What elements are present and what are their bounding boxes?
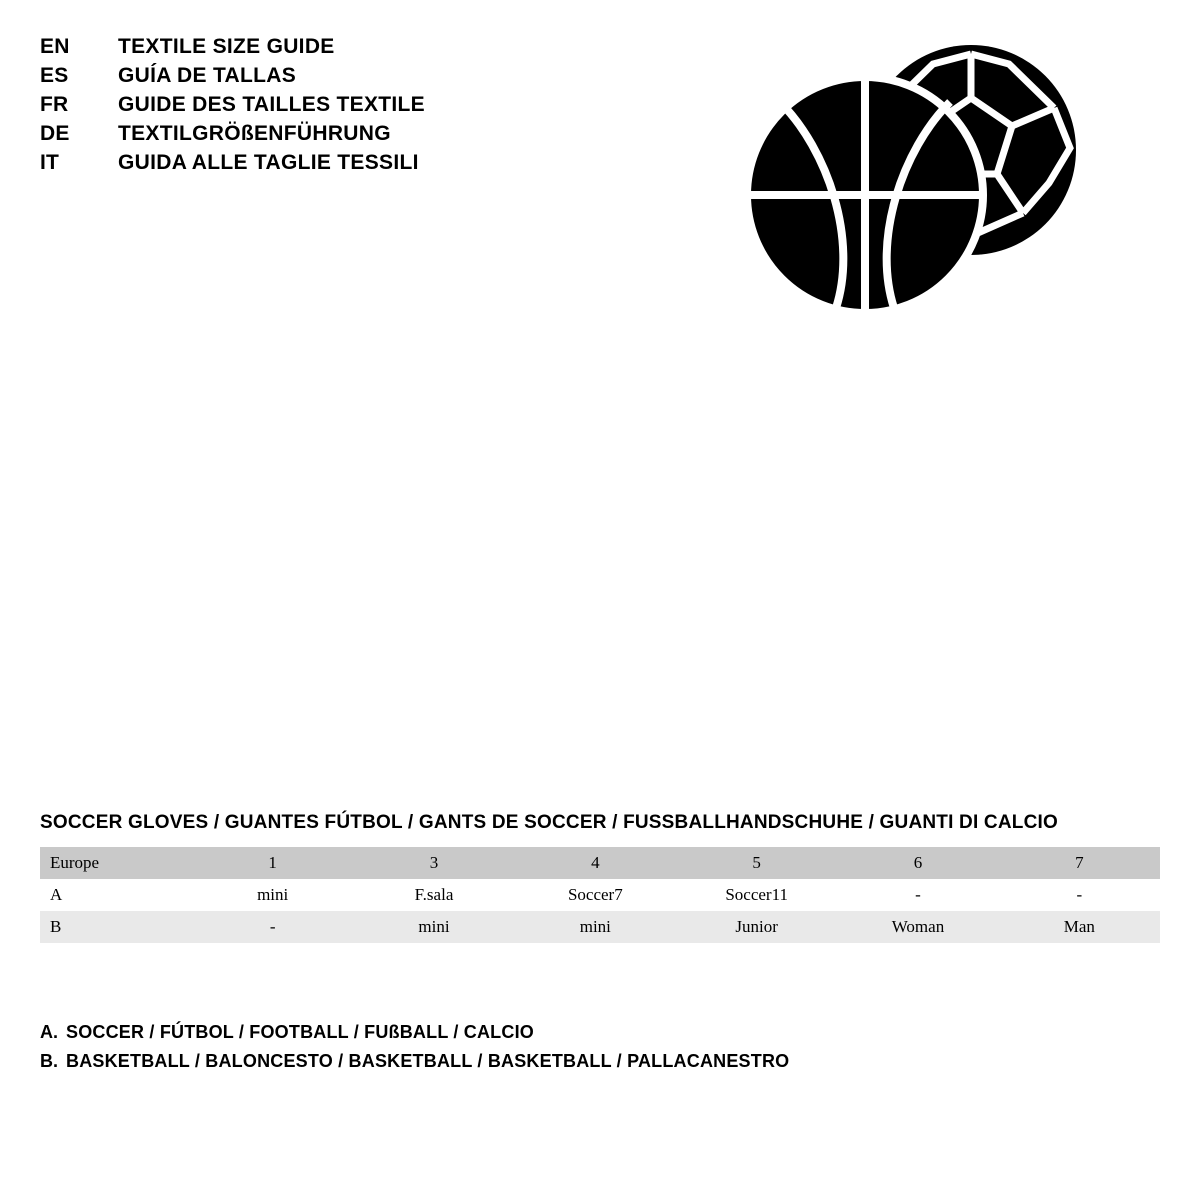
table-cell: mini xyxy=(257,885,289,904)
legend-row-b xyxy=(40,1047,1040,1076)
language-row-it xyxy=(40,148,560,177)
legend-text: BASKETBALL / BALONCESTO / BASKETBALL / BASKETBALL / PALLACANESTRO xyxy=(66,1051,790,1071)
table-header-cell-7: 7 xyxy=(1075,853,1084,872)
table-cell: - xyxy=(1076,885,1083,904)
table-cell: F.sala xyxy=(414,885,454,904)
table-row xyxy=(40,911,1160,943)
legend-row-a xyxy=(40,1018,1040,1047)
table-header-cell-3: 3 xyxy=(429,853,439,872)
table-cell: - xyxy=(269,917,276,936)
size-table xyxy=(40,847,1160,943)
table-header-row xyxy=(40,847,1160,879)
table-row-key: B xyxy=(50,917,62,936)
basketball-icon xyxy=(747,77,983,313)
legend-key: B. xyxy=(40,1051,58,1071)
table-header-cell-6: 6 xyxy=(913,853,923,872)
legend-key: A. xyxy=(40,1022,58,1042)
table-row xyxy=(40,879,1160,911)
table-cell: mini xyxy=(418,917,450,936)
language-row-fr xyxy=(40,90,560,119)
legend-text: SOCCER / FÚTBOL / FOOTBALL / FUßBALL / CALCIO xyxy=(66,1022,534,1042)
table-cell: Man xyxy=(1063,917,1095,936)
table-cell: Woman xyxy=(891,917,945,936)
language-code: IT xyxy=(40,151,60,174)
language-title: TEXTILE SIZE GUIDE xyxy=(118,35,335,58)
table-cell: Junior xyxy=(735,917,778,936)
table-cell: - xyxy=(915,885,921,904)
language-title: GUIDE DES TAILLES TEXTILE xyxy=(118,93,425,116)
legend-block xyxy=(40,1018,1040,1076)
language-row-en xyxy=(40,32,560,61)
language-row-es xyxy=(40,61,560,90)
language-title-block xyxy=(40,32,560,177)
balls-illustration xyxy=(718,40,1098,330)
table-header-cell-region: Europe xyxy=(50,853,100,872)
table-header-cell-5: 5 xyxy=(752,853,761,872)
table-cell: Soccer11 xyxy=(725,885,788,904)
table-header-cell-4: 4 xyxy=(591,853,600,872)
language-code: EN xyxy=(40,35,70,58)
language-code: DE xyxy=(40,122,70,145)
language-row-de xyxy=(40,119,560,148)
language-title: TEXTILGRÖßENFÜHRUNG xyxy=(118,122,391,145)
table-cell: mini xyxy=(579,917,611,936)
size-table-section xyxy=(40,812,1160,943)
language-title: GUIDA ALLE TAGLIE TESSILI xyxy=(118,151,419,174)
language-code: ES xyxy=(40,64,69,87)
language-title: GUÍA DE TALLAS xyxy=(118,64,297,87)
table-row-key: A xyxy=(50,885,63,904)
size-table-title: SOCCER GLOVES / GUANTES FÚTBOL / GANTS DE SOCCER / FUSSBALLHANDSCHUHE / GUANTI DI CALCIO xyxy=(40,812,1058,833)
table-cell: Soccer7 xyxy=(567,885,623,904)
table-header-cell-1: 1 xyxy=(268,853,277,872)
language-code: FR xyxy=(40,93,69,116)
